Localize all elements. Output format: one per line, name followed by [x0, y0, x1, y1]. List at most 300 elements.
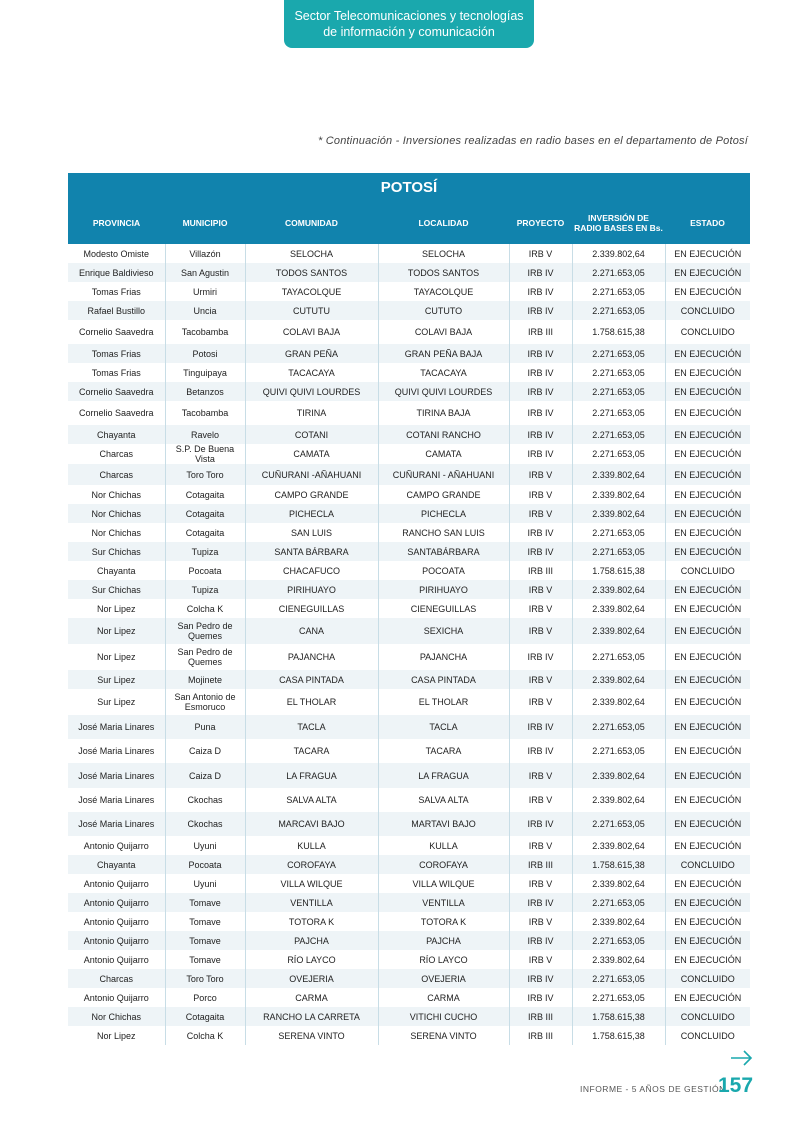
cell-provincia: Nor Chichas — [68, 485, 165, 504]
table-row — [68, 950, 750, 969]
table-row — [68, 1026, 750, 1045]
cell-proyecto: IRB IV — [509, 739, 572, 763]
cell-localidad: CARMA — [378, 988, 509, 1007]
cell-estado: EN EJECUCIÓN — [665, 788, 750, 812]
arrow-right-icon[interactable] — [730, 1048, 754, 1068]
table-row — [68, 670, 750, 689]
header-col-estado: ESTADO — [665, 202, 750, 244]
cell-inversion: 1.758.615,38 — [572, 1026, 665, 1045]
cell-comunidad: CIENEGUILLAS — [245, 599, 378, 618]
cell-inversion: 2.271.653,05 — [572, 988, 665, 1007]
cell-inversion: 2.271.653,05 — [572, 542, 665, 561]
cell-provincia: Modesto Omiste — [68, 244, 165, 263]
cell-estado: EN EJECUCIÓN — [665, 344, 750, 363]
cell-estado: EN EJECUCIÓN — [665, 599, 750, 618]
cell-localidad: RANCHO SAN LUIS — [378, 523, 509, 542]
cell-municipio: Uncia — [165, 301, 245, 320]
cell-proyecto: IRB V — [509, 599, 572, 618]
cell-inversion: 2.339.802,64 — [572, 912, 665, 931]
table-row — [68, 715, 750, 739]
cell-comunidad: MARCAVI BAJO — [245, 812, 378, 836]
cell-municipio: San Pedro de Quemes — [165, 618, 245, 644]
cell-provincia: Antonio Quijarro — [68, 893, 165, 912]
cell-estado: EN EJECUCIÓN — [665, 282, 750, 301]
table-row — [68, 1007, 750, 1026]
table-caption: * Continuación - Inversiones realizadas en radio bases en el departamento de Potosí — [318, 135, 748, 147]
cell-inversion: 2.271.653,05 — [572, 523, 665, 542]
cell-inversion: 2.339.802,64 — [572, 618, 665, 644]
cell-municipio: Uyuni — [165, 836, 245, 855]
cell-inversion: 1.758.615,38 — [572, 1007, 665, 1026]
table-row — [68, 425, 750, 444]
cell-localidad: PAJANCHA — [378, 644, 509, 670]
section-header-line-2: de información y comunicación — [323, 24, 495, 39]
cell-municipio: Cotagaita — [165, 523, 245, 542]
table-title: POTOSÍ — [68, 173, 750, 202]
cell-proyecto: IRB V — [509, 244, 572, 263]
cell-localidad: TIRINA BAJA — [378, 401, 509, 425]
cell-localidad: CUTUTO — [378, 301, 509, 320]
cell-comunidad: EL THOLAR — [245, 689, 378, 715]
cell-estado: EN EJECUCIÓN — [665, 874, 750, 893]
cell-comunidad: PIRIHUAYO — [245, 580, 378, 599]
table-row — [68, 855, 750, 874]
section-header-line-1: Sector Telecomunicaciones y tecnologías — [294, 9, 524, 23]
cell-municipio: S.P. De Buena Vista — [165, 444, 245, 464]
cell-inversion: 2.339.802,64 — [572, 950, 665, 969]
cell-municipio: Urmiri — [165, 282, 245, 301]
cell-comunidad: KULLA — [245, 836, 378, 855]
table-row — [68, 644, 750, 670]
table-row — [68, 561, 750, 580]
cell-proyecto: IRB IV — [509, 931, 572, 950]
cell-localidad: CASA PINTADA — [378, 670, 509, 689]
table-row — [68, 542, 750, 561]
table-row — [68, 763, 750, 788]
cell-municipio: Tomave — [165, 893, 245, 912]
table-row — [68, 812, 750, 836]
cell-inversion: 2.339.802,64 — [572, 504, 665, 523]
cell-localidad: POCOATA — [378, 561, 509, 580]
cell-inversion: 2.339.802,64 — [572, 485, 665, 504]
cell-proyecto: IRB IV — [509, 301, 572, 320]
cell-estado: EN EJECUCIÓN — [665, 670, 750, 689]
cell-municipio: San Pedro de Quemes — [165, 644, 245, 670]
cell-provincia: Antonio Quijarro — [68, 874, 165, 893]
cell-estado: EN EJECUCIÓN — [665, 836, 750, 855]
cell-municipio: Ravelo — [165, 425, 245, 444]
cell-municipio: Cotagaita — [165, 504, 245, 523]
cell-provincia: Sur Chichas — [68, 542, 165, 561]
cell-municipio: Mojinete — [165, 670, 245, 689]
cell-proyecto: IRB III — [509, 320, 572, 344]
cell-comunidad: CAMPO GRANDE — [245, 485, 378, 504]
cell-localidad: TODOS SANTOS — [378, 263, 509, 282]
cell-inversion: 2.339.802,64 — [572, 763, 665, 788]
cell-estado: EN EJECUCIÓN — [665, 893, 750, 912]
cell-provincia: Nor Chichas — [68, 523, 165, 542]
cell-provincia: Rafael Bustillo — [68, 301, 165, 320]
cell-localidad: LA FRAGUA — [378, 763, 509, 788]
cell-proyecto: IRB V — [509, 580, 572, 599]
cell-inversion: 2.339.802,64 — [572, 689, 665, 715]
cell-inversion: 2.339.802,64 — [572, 464, 665, 485]
cell-estado: EN EJECUCIÓN — [665, 644, 750, 670]
cell-provincia: Nor Chichas — [68, 504, 165, 523]
cell-localidad: VITICHI CUCHO — [378, 1007, 509, 1026]
cell-inversion: 2.271.653,05 — [572, 425, 665, 444]
cell-proyecto: IRB V — [509, 485, 572, 504]
table-row — [68, 893, 750, 912]
cell-estado: EN EJECUCIÓN — [665, 580, 750, 599]
cell-proyecto: IRB V — [509, 464, 572, 485]
cell-localidad: VENTILLA — [378, 893, 509, 912]
cell-comunidad: SAN LUIS — [245, 523, 378, 542]
cell-inversion: 2.339.802,64 — [572, 788, 665, 812]
cell-estado: CONCLUIDO — [665, 320, 750, 344]
cell-inversion: 2.339.802,64 — [572, 244, 665, 263]
table-row — [68, 282, 750, 301]
cell-municipio: Betanzos — [165, 382, 245, 401]
cell-proyecto: IRB IV — [509, 715, 572, 739]
cell-localidad: PIRIHUAYO — [378, 580, 509, 599]
cell-provincia: José Maria Linares — [68, 739, 165, 763]
cell-inversion: 1.758.615,38 — [572, 855, 665, 874]
cell-inversion: 1.758.615,38 — [572, 561, 665, 580]
cell-localidad: RÍO LAYCO — [378, 950, 509, 969]
cell-inversion: 2.339.802,64 — [572, 580, 665, 599]
cell-comunidad: SANTA BÁRBARA — [245, 542, 378, 561]
table-row — [68, 244, 750, 263]
cell-provincia: Tomas Frias — [68, 282, 165, 301]
cell-provincia: José Maria Linares — [68, 763, 165, 788]
table-row — [68, 523, 750, 542]
cell-comunidad: CHACAFUCO — [245, 561, 378, 580]
cell-localidad: CIENEGUILLAS — [378, 599, 509, 618]
section-header-tab — [284, 0, 534, 48]
cell-comunidad: TACLA — [245, 715, 378, 739]
cell-proyecto: IRB IV — [509, 893, 572, 912]
cell-comunidad: RÍO LAYCO — [245, 950, 378, 969]
cell-proyecto: IRB IV — [509, 542, 572, 561]
cell-localidad: PAJCHA — [378, 931, 509, 950]
cell-municipio: Uyuni — [165, 874, 245, 893]
cell-municipio: Pocoata — [165, 561, 245, 580]
cell-comunidad: RANCHO LA CARRETA — [245, 1007, 378, 1026]
cell-localidad: OVEJERIA — [378, 969, 509, 988]
table-row — [68, 618, 750, 644]
cell-inversion: 2.271.653,05 — [572, 263, 665, 282]
table-row — [68, 931, 750, 950]
cell-estado: CONCLUIDO — [665, 561, 750, 580]
cell-proyecto: IRB IV — [509, 401, 572, 425]
cell-proyecto: IRB III — [509, 1007, 572, 1026]
data-table — [68, 202, 750, 1045]
cell-provincia: José Maria Linares — [68, 715, 165, 739]
cell-comunidad: CAMATA — [245, 444, 378, 464]
header-col-provincia: PROVINCIA — [68, 202, 165, 244]
cell-proyecto: IRB V — [509, 689, 572, 715]
cell-comunidad: QUIVI QUIVI LOURDES — [245, 382, 378, 401]
cell-municipio: Tinguipaya — [165, 363, 245, 382]
cell-comunidad: SERENA VINTO — [245, 1026, 378, 1045]
cell-comunidad: SALVA ALTA — [245, 788, 378, 812]
cell-proyecto: IRB V — [509, 950, 572, 969]
cell-proyecto: IRB IV — [509, 444, 572, 464]
cell-estado: EN EJECUCIÓN — [665, 988, 750, 1007]
cell-inversion: 2.271.653,05 — [572, 931, 665, 950]
cell-proyecto: IRB IV — [509, 382, 572, 401]
cell-provincia: Antonio Quijarro — [68, 950, 165, 969]
cell-inversion: 2.339.802,64 — [572, 599, 665, 618]
table-row — [68, 988, 750, 1007]
cell-localidad: GRAN PEÑA BAJA — [378, 344, 509, 363]
cell-municipio: Toro Toro — [165, 464, 245, 485]
cell-municipio: Cotagaita — [165, 1007, 245, 1026]
table-row — [68, 580, 750, 599]
cell-localidad: SANTABÁRBARA — [378, 542, 509, 561]
cell-proyecto: IRB V — [509, 874, 572, 893]
table-row — [68, 739, 750, 763]
cell-municipio: San Agustin — [165, 263, 245, 282]
cell-localidad: COLAVI BAJA — [378, 320, 509, 344]
cell-proyecto: IRB V — [509, 670, 572, 689]
cell-proyecto: IRB IV — [509, 282, 572, 301]
cell-proyecto: IRB IV — [509, 263, 572, 282]
table-row — [68, 689, 750, 715]
cell-provincia: Tomas Frias — [68, 344, 165, 363]
cell-proyecto: IRB V — [509, 618, 572, 644]
table-row — [68, 263, 750, 282]
cell-localidad: CAMATA — [378, 444, 509, 464]
table-row — [68, 969, 750, 988]
cell-estado: EN EJECUCIÓN — [665, 715, 750, 739]
cell-estado: EN EJECUCIÓN — [665, 763, 750, 788]
cell-estado: EN EJECUCIÓN — [665, 401, 750, 425]
cell-proyecto: IRB V — [509, 836, 572, 855]
cell-comunidad: OVEJERIA — [245, 969, 378, 988]
cell-municipio: Villazón — [165, 244, 245, 263]
cell-estado: EN EJECUCIÓN — [665, 950, 750, 969]
table-row — [68, 401, 750, 425]
cell-estado: CONCLUIDO — [665, 301, 750, 320]
cell-proyecto: IRB V — [509, 912, 572, 931]
cell-municipio: Tomave — [165, 950, 245, 969]
table-row — [68, 504, 750, 523]
cell-localidad: COTANI RANCHO — [378, 425, 509, 444]
cell-estado: EN EJECUCIÓN — [665, 263, 750, 282]
cell-municipio: San Antonio de Esmoruco — [165, 689, 245, 715]
cell-estado: EN EJECUCIÓN — [665, 812, 750, 836]
cell-comunidad: TOTORA K — [245, 912, 378, 931]
cell-provincia: Antonio Quijarro — [68, 912, 165, 931]
cell-proyecto: IRB IV — [509, 644, 572, 670]
cell-inversion: 2.271.653,05 — [572, 893, 665, 912]
cell-provincia: Cornelio Saavedra — [68, 382, 165, 401]
cell-inversion: 2.271.653,05 — [572, 344, 665, 363]
cell-proyecto: IRB III — [509, 561, 572, 580]
cell-provincia: Nor Lipez — [68, 618, 165, 644]
cell-estado: CONCLUIDO — [665, 855, 750, 874]
cell-municipio: Tupiza — [165, 580, 245, 599]
cell-municipio: Tomave — [165, 931, 245, 950]
cell-inversion: 2.339.802,64 — [572, 836, 665, 855]
cell-provincia: Antonio Quijarro — [68, 931, 165, 950]
cell-inversion: 2.271.653,05 — [572, 644, 665, 670]
cell-comunidad: PAJANCHA — [245, 644, 378, 670]
cell-inversion: 2.271.653,05 — [572, 812, 665, 836]
cell-estado: EN EJECUCIÓN — [665, 618, 750, 644]
cell-localidad: QUIVI QUIVI LOURDES — [378, 382, 509, 401]
cell-provincia: Cornelio Saavedra — [68, 401, 165, 425]
cell-proyecto: IRB IV — [509, 344, 572, 363]
cell-estado: EN EJECUCIÓN — [665, 504, 750, 523]
cell-estado: EN EJECUCIÓN — [665, 739, 750, 763]
header-col-comunidad: COMUNIDAD — [245, 202, 378, 244]
cell-inversion: 2.271.653,05 — [572, 715, 665, 739]
cell-comunidad: CARMA — [245, 988, 378, 1007]
cell-proyecto: IRB IV — [509, 363, 572, 382]
cell-provincia: Nor Lipez — [68, 599, 165, 618]
cell-estado: EN EJECUCIÓN — [665, 542, 750, 561]
table-row — [68, 788, 750, 812]
cell-inversion: 2.271.653,05 — [572, 382, 665, 401]
cell-provincia: José Maria Linares — [68, 788, 165, 812]
table-row — [68, 320, 750, 344]
cell-municipio: Puna — [165, 715, 245, 739]
cell-proyecto: IRB IV — [509, 812, 572, 836]
table-row — [68, 874, 750, 893]
table-row — [68, 363, 750, 382]
cell-municipio: Pocoata — [165, 855, 245, 874]
cell-localidad: TAYACOLQUE — [378, 282, 509, 301]
cell-comunidad: CUÑURANI -AÑAHUANI — [245, 464, 378, 485]
cell-comunidad: VILLA WILQUE — [245, 874, 378, 893]
table-row — [68, 382, 750, 401]
cell-localidad: SALVA ALTA — [378, 788, 509, 812]
cell-comunidad: PICHECLA — [245, 504, 378, 523]
page-number: 157 — [718, 1074, 754, 1097]
cell-localidad: SEXICHA — [378, 618, 509, 644]
cell-municipio: Tacobamba — [165, 401, 245, 425]
cell-provincia: Antonio Quijarro — [68, 836, 165, 855]
cell-comunidad: TACARA — [245, 739, 378, 763]
cell-localidad: VILLA WILQUE — [378, 874, 509, 893]
cell-comunidad: TIRINA — [245, 401, 378, 425]
cell-provincia: Tomas Frias — [68, 363, 165, 382]
cell-provincia: Nor Chichas — [68, 1007, 165, 1026]
cell-provincia: Chayanta — [68, 425, 165, 444]
cell-provincia: Sur Chichas — [68, 580, 165, 599]
cell-estado: EN EJECUCIÓN — [665, 464, 750, 485]
cell-localidad: MARTAVI BAJO — [378, 812, 509, 836]
cell-localidad: EL THOLAR — [378, 689, 509, 715]
cell-inversion: 1.758.615,38 — [572, 320, 665, 344]
cell-estado: EN EJECUCIÓN — [665, 363, 750, 382]
cell-municipio: Colcha K — [165, 1026, 245, 1045]
cell-provincia: Chayanta — [68, 855, 165, 874]
cell-municipio: Caiza D — [165, 763, 245, 788]
cell-comunidad: LA FRAGUA — [245, 763, 378, 788]
cell-comunidad: CANA — [245, 618, 378, 644]
cell-provincia: Charcas — [68, 444, 165, 464]
cell-inversion: 2.271.653,05 — [572, 301, 665, 320]
cell-municipio: Ckochas — [165, 788, 245, 812]
cell-comunidad: COLAVI BAJA — [245, 320, 378, 344]
cell-comunidad: TACACAYA — [245, 363, 378, 382]
cell-comunidad: TAYACOLQUE — [245, 282, 378, 301]
cell-localidad: TACACAYA — [378, 363, 509, 382]
cell-estado: EN EJECUCIÓN — [665, 912, 750, 931]
cell-localidad: SELOCHA — [378, 244, 509, 263]
table-header-row — [68, 202, 750, 244]
cell-localidad: CUÑURANI - AÑAHUANI — [378, 464, 509, 485]
cell-municipio: Colcha K — [165, 599, 245, 618]
cell-provincia: Nor Lipez — [68, 1026, 165, 1045]
cell-comunidad: CASA PINTADA — [245, 670, 378, 689]
cell-provincia: Charcas — [68, 464, 165, 485]
cell-estado: EN EJECUCIÓN — [665, 523, 750, 542]
cell-proyecto: IRB III — [509, 1026, 572, 1045]
cell-comunidad: GRAN PEÑA — [245, 344, 378, 363]
table-row — [68, 301, 750, 320]
cell-localidad: TACARA — [378, 739, 509, 763]
table-row — [68, 444, 750, 464]
header-col-inversion: INVERSIÓN DE RADIO BASES EN Bs. — [572, 202, 665, 244]
cell-municipio: Caiza D — [165, 739, 245, 763]
cell-estado: EN EJECUCIÓN — [665, 485, 750, 504]
cell-inversion: 2.339.802,64 — [572, 670, 665, 689]
cell-estado: CONCLUIDO — [665, 1007, 750, 1026]
investment-table — [68, 173, 750, 1045]
cell-municipio: Ckochas — [165, 812, 245, 836]
cell-provincia: Chayanta — [68, 561, 165, 580]
cell-provincia: Sur Lipez — [68, 689, 165, 715]
cell-proyecto: IRB III — [509, 855, 572, 874]
cell-inversion: 2.339.802,64 — [572, 874, 665, 893]
table-row — [68, 836, 750, 855]
cell-estado: EN EJECUCIÓN — [665, 425, 750, 444]
cell-comunidad: COROFAYA — [245, 855, 378, 874]
cell-proyecto: IRB V — [509, 504, 572, 523]
cell-municipio: Tacobamba — [165, 320, 245, 344]
cell-localidad: TOTORA K — [378, 912, 509, 931]
cell-localidad: COROFAYA — [378, 855, 509, 874]
cell-provincia: Nor Lipez — [68, 644, 165, 670]
cell-inversion: 2.271.653,05 — [572, 444, 665, 464]
cell-provincia: Antonio Quijarro — [68, 988, 165, 1007]
cell-comunidad: CUTUTU — [245, 301, 378, 320]
cell-proyecto: IRB IV — [509, 969, 572, 988]
cell-localidad: TACLA — [378, 715, 509, 739]
cell-estado: CONCLUIDO — [665, 1026, 750, 1045]
cell-provincia: José Maria Linares — [68, 812, 165, 836]
cell-inversion: 2.271.653,05 — [572, 969, 665, 988]
cell-municipio: Cotagaita — [165, 485, 245, 504]
cell-provincia: Charcas — [68, 969, 165, 988]
header-col-localidad: LOCALIDAD — [378, 202, 509, 244]
table-row — [68, 344, 750, 363]
cell-municipio: Porco — [165, 988, 245, 1007]
cell-estado: EN EJECUCIÓN — [665, 444, 750, 464]
cell-proyecto: IRB IV — [509, 988, 572, 1007]
cell-estado: EN EJECUCIÓN — [665, 689, 750, 715]
cell-localidad: PICHECLA — [378, 504, 509, 523]
cell-inversion: 2.271.653,05 — [572, 282, 665, 301]
cell-proyecto: IRB IV — [509, 425, 572, 444]
table-row — [68, 599, 750, 618]
table-row — [68, 912, 750, 931]
